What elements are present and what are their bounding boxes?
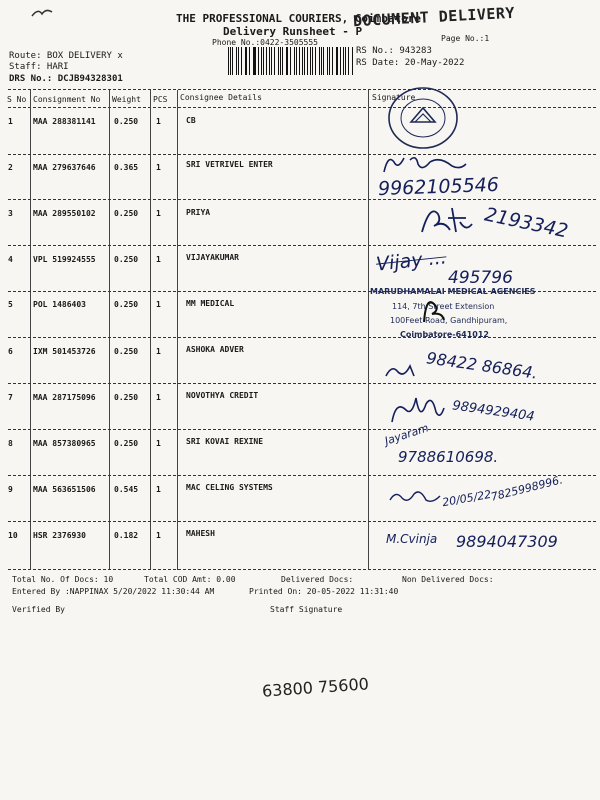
col-rule-1: [30, 90, 31, 570]
row-7-sno: 7: [8, 393, 13, 402]
barcode-bar: [348, 47, 349, 75]
barcode-bar: [271, 47, 272, 75]
row-7-signature-mark: [386, 392, 448, 428]
row-8-rule: [8, 475, 596, 476]
row-10-weight: 0.182: [114, 531, 139, 540]
barcode-bar: [323, 47, 324, 75]
row-10-sno: 10: [8, 531, 18, 540]
row-9-signature-date: 20/05/22: [441, 487, 493, 510]
barcode-bar: [254, 47, 255, 75]
barcode-bar: [345, 47, 346, 75]
row-7-consignee: NOVOTHYA CREDIT: [186, 391, 259, 400]
barcode-bar: [329, 47, 330, 75]
row-10-consignee: MAHESH: [186, 529, 215, 538]
handwritten-phone-note: 63800 75600: [261, 674, 370, 701]
staff: Staff: HARI: [9, 62, 69, 72]
row-9-consignment: MAA 563651506: [33, 485, 96, 494]
entered-by: Entered By :NAPPINAX 5/20/2022 11:30:44 AM: [12, 587, 215, 596]
row-8-pcs: 1: [156, 439, 161, 448]
row-2-sno: 2: [8, 163, 13, 172]
row-5-signature-mark: [420, 294, 448, 324]
row-4-sno: 4: [8, 255, 13, 264]
row-2-rule: [8, 199, 596, 200]
row-9-sno: 9: [8, 485, 13, 494]
col-rule-3: [150, 90, 151, 570]
row-5-rule: [8, 337, 596, 338]
row-3-consignment: MAA 289550102: [33, 209, 96, 218]
col-consignment: Consignment No: [33, 95, 101, 104]
row-6-sno: 6: [8, 347, 13, 356]
header-top-rule: [8, 89, 596, 90]
row-9-weight: 0.545: [114, 485, 139, 494]
col-rule-4: [177, 90, 178, 570]
row-9-signature-mark: [386, 486, 444, 508]
barcode-bar: [228, 47, 229, 75]
row-3-rule: [8, 245, 596, 246]
drs-number: DRS No.: DCJB94328301: [9, 74, 123, 84]
total-cod: Total COD Amt: 0.00: [144, 575, 236, 584]
row-3-consignee: PRIYA: [186, 208, 211, 217]
row-6-signature-mark: [382, 358, 422, 382]
row-4-signature-number: 495796: [448, 268, 513, 288]
row-6-consignment: IXM 501453726: [33, 347, 96, 356]
row-5-sno: 5: [8, 300, 13, 309]
row-6-consignee: ASHOKA ADVER: [186, 345, 244, 354]
total-docs: Total No. Of Docs: 10: [12, 575, 114, 584]
row-5-stamp-line2: 114, 7th Street Extension: [392, 302, 495, 311]
row-2-weight: 0.365: [114, 163, 139, 172]
verified-by: Verified By: [12, 605, 65, 614]
row-8-signature-number: 9788610698.: [398, 448, 499, 466]
row-4-consignment: VPL 519924555: [33, 255, 96, 264]
row-2-consignment: MAA 279637646: [33, 163, 96, 172]
row-8-signature-name: Jayaram: [383, 421, 431, 448]
row-8-sno: 8: [8, 439, 13, 448]
staff-signature: Staff Signature: [270, 605, 343, 614]
phone-number: Phone No.:0422-3505555: [212, 38, 318, 47]
barcode: [228, 47, 354, 75]
barcode-bar: [274, 47, 275, 75]
row-5-pcs: 1: [156, 300, 161, 309]
row-5-weight: 0.250: [114, 300, 139, 309]
row-4-pcs: 1: [156, 255, 161, 264]
barcode-bar: [263, 47, 264, 75]
barcode-bar: [315, 47, 316, 75]
row-6-signature-number: 98422 86864.: [425, 348, 539, 383]
row-4-signature-name: Vijay ...: [375, 246, 448, 276]
row-10-signature-number: 9894047309: [456, 532, 558, 551]
col-consignee: Consignee Details: [180, 93, 262, 102]
barcode-bar: [296, 47, 297, 75]
barcode-bar: [304, 47, 305, 75]
row-6-weight: 0.250: [114, 347, 139, 356]
row-2-signature-mark: [380, 150, 470, 178]
row-5-stamp-line3: 100Feet Road, Gandhipuram,: [390, 316, 508, 325]
row-3-signature-mark: [416, 202, 476, 238]
header-bottom-rule: [8, 107, 596, 108]
document-delivery-stamp: DOCUMENT DELIVERY: [352, 3, 516, 31]
row-9-consignee: MAC CELING SYSTEMS: [186, 483, 273, 492]
company-name: THE PROFESSIONAL COURIERS, Coimbatore: [176, 12, 422, 25]
row-1-weight: 0.250: [114, 117, 139, 126]
row-3-sno: 3: [8, 209, 13, 218]
barcode-bar: [236, 47, 237, 75]
row-7-pcs: 1: [156, 393, 161, 402]
row-7-weight: 0.250: [114, 393, 139, 402]
row-2-pcs: 1: [156, 163, 161, 172]
row-7-signature-number: 9894929404: [451, 398, 536, 425]
row-1-consignment: MAA 288381141: [33, 117, 96, 126]
col-rule-2: [109, 90, 110, 570]
row-10-consignment: HSR 2376930: [33, 531, 86, 540]
row-8-consignment: MAA 857380965: [33, 439, 96, 448]
col-weight: Weight: [112, 95, 141, 104]
row-1-sno: 1: [8, 117, 13, 126]
rs-number: RS No.: 943283: [356, 46, 432, 56]
row-6-pcs: 1: [156, 347, 161, 356]
col-signature: Signature: [372, 93, 416, 102]
row-5-consignee: MM MEDICAL: [186, 299, 235, 308]
company-round-stamp: [384, 82, 462, 154]
row-3-weight: 0.250: [114, 209, 139, 218]
row-3-signature-number: 2193342: [482, 203, 570, 243]
delivered-docs: Delivered Docs:: [281, 575, 354, 584]
row-9-rule: [8, 521, 596, 522]
printed-on: Printed On: 20-05-2022 11:31:40: [249, 587, 399, 596]
non-delivered-docs: Non Delivered Docs:: [402, 575, 494, 584]
barcode-bar: [290, 47, 291, 75]
row-8-consignee: SRI KOVAI REXINE: [186, 437, 264, 446]
row-1-consignee: CB: [186, 116, 196, 125]
route: Route: BOX DELIVERY x: [9, 51, 123, 61]
row-9-signature-number: 7825998996.: [489, 473, 564, 504]
row-3-pcs: 1: [156, 209, 161, 218]
row-1-pcs: 1: [156, 117, 161, 126]
col-rule-5: [368, 90, 369, 570]
barcode-bar: [241, 47, 242, 75]
page-number: Page No.:1: [441, 34, 490, 43]
row-7-consignment: MAA 287175096: [33, 393, 96, 402]
rs-date: RS Date: 20-May-2022: [356, 58, 465, 68]
row-2-consignee: SRI VETRIVEL ENTER: [186, 160, 273, 169]
row-8-weight: 0.250: [114, 439, 139, 448]
row-5-stamp-line1: MARUDHAMALAI MEDICAL AGENCIES: [370, 287, 536, 296]
barcode-bar: [337, 47, 338, 75]
table-bottom-rule: [8, 569, 596, 570]
row-4-consignee: VIJAYAKUMAR: [186, 253, 239, 262]
corner-bird-mark: [30, 6, 54, 20]
row-10-pcs: 1: [156, 531, 161, 540]
barcode-bar: [282, 47, 283, 75]
row-7-rule: [8, 429, 596, 430]
row-5-stamp-line4: Coimbatore-641012: [400, 330, 489, 339]
row-5-consignment: POL 1486403: [33, 300, 86, 309]
row-10-signature-name: M.Cvinja: [386, 532, 438, 546]
row-2-signature-phone: 9962105546: [377, 173, 500, 201]
barcode-bar: [312, 47, 313, 75]
row-9-pcs: 1: [156, 485, 161, 494]
row-1-rule: [8, 154, 596, 155]
runsheet-title: Delivery Runsheet - P: [223, 25, 363, 38]
row-6-rule: [8, 383, 596, 384]
col-pcs: PCS: [153, 95, 168, 104]
col-sno: S No: [7, 95, 27, 104]
row-4-weight: 0.250: [114, 255, 139, 264]
barcode-bar: [249, 47, 250, 75]
